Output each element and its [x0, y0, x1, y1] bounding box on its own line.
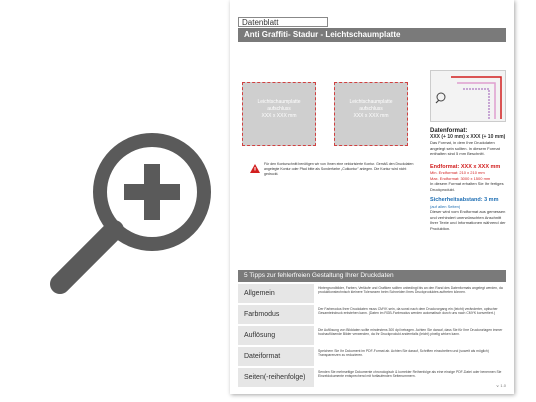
warning-icon: [250, 164, 260, 173]
tip-key: Allgemein: [238, 284, 314, 303]
end-format-min: Min. Endformat: 210 x 210 mm: [430, 170, 485, 175]
zoom-in-icon[interactable]: [40, 120, 230, 310]
format-heading: Datenformat:: [430, 128, 468, 134]
page-footer: v. 1.0: [496, 383, 506, 388]
corner-detail: [430, 70, 506, 122]
safe-distance-heading: Sicherheitsabstand: 3 mm: [430, 197, 499, 203]
tip-row: [238, 347, 506, 366]
tip-value: Hintergrundbilder, Farben, Verläufe und Grafiken sollten unbedingt bis an den Rand des Datenformats angelegt werden, da produktionstechnisch kleinere Toleranzen beim Schneiden Ihres Druckproduktes auftreten können.: [318, 286, 503, 295]
warning-text: Für den Konturschnitt benötigen wir von Ihnen eine vektorisierte Kontur. Gemäß den Druckdaten angelegte Kontur oder Pfad bitte als Sonderfarbe „Cutkontur" anlegen. Die Kontur wird nicht gedruckt.: [264, 162, 414, 176]
end-format-max: Max. Endformat: 3000 x 1500 mm: [430, 175, 491, 181]
format-square-left: [242, 82, 316, 146]
square-label-1: Leichtschaumplatte: [257, 99, 301, 105]
format-info: [430, 125, 508, 231]
tip-row: [238, 284, 506, 303]
format-diagram: [238, 76, 423, 158]
datasheet-page: [230, 0, 514, 394]
end-format-heading: Endformat: XXX x XXX mm: [430, 163, 501, 170]
tip-key: Auflösung: [238, 326, 314, 345]
format-text: Das Format, in dem Ihre Druckdaten angelegt sein sollten. In diesem Format enthalten sind 5 mm Beschnitt.: [430, 140, 500, 156]
square-right-label-3: XXX x XXX mm: [353, 113, 389, 119]
format-square-right: [334, 82, 408, 146]
safe-distance-sub: (auf allen Seiten): [430, 203, 461, 209]
square-right-label-1: Leichtschaumplatte: [349, 99, 393, 105]
corner-detail-icon: [431, 71, 505, 121]
safe-distance-text: Dieser wird vom Endformat aus gemessen und verhindert unerwünschten Anschnitt Ihrer Texte und Informationen während der Produktion.: [430, 209, 506, 231]
square-right-label-2: aufschluss: [359, 106, 383, 112]
tip-value: Speichern Sie Ihr Dokument im PDF-Format ab. Achten Sie darauf, Schriften einzubetten und (soweit als möglich) Transparenzen zu reduzieren.: [318, 349, 489, 358]
square-label-3: XXX x XXX mm: [261, 113, 297, 119]
square-label-2: aufschluss: [267, 106, 291, 112]
tip-value: Die Auflösung von Bilddaten sollte mindestens 300 dpi betragen. Achten Sie darauf, dass Sie für Ihre Druckvorlagen immer hochauflösende Bilder verwenden, da Ihr Druckprodukt andernfalls (leicht) pixelig wirken kann.: [318, 328, 503, 337]
tip-row: [238, 326, 506, 345]
tip-key: Dateiformat: [238, 347, 314, 366]
tip-row: [238, 368, 506, 387]
page-title: Anti Graffiti- Stadur - Leichtschaumplatte: [238, 28, 506, 42]
tips-heading: 5 Tipps zur fehlerfreien Gestaltung Ihrer Druckdaten: [238, 270, 506, 282]
tip-value: Der Farbmodus Ihrer Druckdaten muss CMYK sein, da sonst nach dem Druckvorgang ein (leicht) veränderter, optischer Gesamteindruck entstehen kann. (Daten im RGB-Farbmodus werden automatisch durch uns nach CMYK konvertiert.): [318, 307, 498, 316]
tip-value: Senden Sie mehrseitige Dokumente chronologisch & korrekter Reihenfolge als eine einzige PDF-Datei oder benennen Sie Einzeldokumente entsprechend mit fortlaufenden Seitenummern.: [318, 370, 502, 379]
tip-row: [238, 305, 506, 324]
tip-key: Seiten(-reihenfolge): [238, 368, 314, 387]
format-value: XXX (+ 10 mm) x XXX (+ 10 mm): [430, 133, 506, 140]
end-format-text: In diesem Format erhalten Sie Ihr fertiges Druckprodukt.: [430, 181, 504, 192]
datasheet-label: Datenblatt: [238, 17, 328, 27]
tip-key: Farbmodus: [238, 305, 314, 324]
